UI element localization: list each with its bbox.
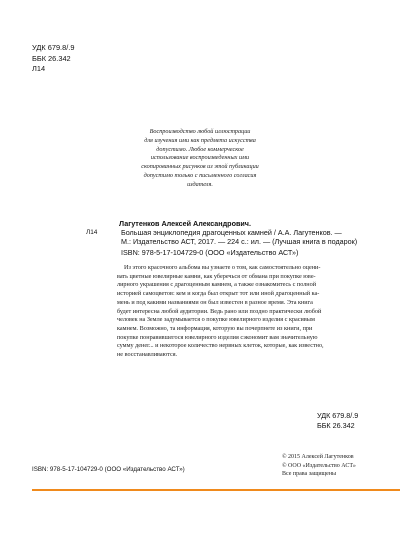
notice-line: издателя. xyxy=(187,180,213,188)
notice-line: допустимо только с письменного согласия xyxy=(143,171,257,179)
isbn-line: ISBN: 978-5-17-104729-0 (ООО «Издательство АСТ») xyxy=(121,247,299,257)
notice-line: Воспроизводство любой иллюстрации xyxy=(149,128,251,135)
notice-line: для изучения ими как предмета искусства xyxy=(144,136,256,144)
copyright-line: © 2015 Алексей Лагутенков xyxy=(282,454,354,460)
abstract-line: мень и под какими названиями он был известен в разное время. Эта книга xyxy=(117,298,313,306)
reproduction-notice xyxy=(120,128,280,190)
copyright-line: © ООО «Издательство АСТ» xyxy=(282,462,356,469)
abstract-line: человек на Земле задумывается о покупке ювелирного изделия с красивым xyxy=(117,316,315,324)
copyright-line: Все права защищены xyxy=(282,471,337,478)
abstract-line: Из этого красочного альбома вы узнаете о том, как самостоятельно оцени- xyxy=(124,264,321,271)
copyright-notice xyxy=(282,453,356,479)
classification-codes-bottom xyxy=(317,411,358,431)
abstract-line: не восстанавливаются. xyxy=(117,351,178,359)
notice-line: скопированных рисунков из этой публикации xyxy=(141,163,259,171)
notice-line: допустимо. Любое коммерческое xyxy=(156,145,244,153)
abstract-line: камнем. Возможно, та информация, которую вы почерпнете из книги, при xyxy=(117,324,313,332)
bibliographic-author-code: Л14 xyxy=(86,229,98,236)
udk-code: УДК 679.8/.9 xyxy=(32,43,75,52)
bibliographic-line: М.: Издательство АСТ, 2017. — 224 с.: ил. — (Лучшая книга в подарок) xyxy=(121,237,358,247)
abstract-line: историей самоцветов: кем и когда был открыт тот или иной драгоценный ка- xyxy=(117,290,320,298)
notice-line: использование воспроизведенных ими xyxy=(150,154,250,162)
abstract-line: сумму денег... и некоторое количество нервных клеток, которые, как известно, xyxy=(117,342,324,350)
bibliographic-line: Большая энциклопедия драгоценных камней / А.А. Лагутенков. — xyxy=(121,228,342,238)
isbn-footer: ISBN: 978-5-17-104729-0 (ООО «Издательство АСТ») xyxy=(32,466,185,473)
author-heading: Лагутенков Алексей Александрович. xyxy=(119,219,251,228)
abstract-line: лирного украшения с драгоценным камнем, а также ознакомитесь с полной xyxy=(117,281,317,289)
bbk-code: ББК 26.342 xyxy=(32,53,71,63)
bibliographic-record xyxy=(117,219,372,257)
author-code: Л14 xyxy=(32,64,46,74)
classification-codes-top xyxy=(32,43,74,75)
accent-divider xyxy=(32,489,400,491)
book-abstract xyxy=(117,264,372,360)
udk-code: УДК 679.8/.9 xyxy=(317,411,359,420)
abstract-line: покупке понравившегося ювелирного изделия сэкономит вам значительную xyxy=(117,333,318,341)
abstract-line: вать цветные ювелирные камни, как уберечься от обмана при покупке юве- xyxy=(117,272,316,280)
bbk-code: ББК 26.342 xyxy=(317,421,355,430)
abstract-line: будет интересна любой аудитории. Ведь рано или поздно практически любой xyxy=(117,307,322,315)
